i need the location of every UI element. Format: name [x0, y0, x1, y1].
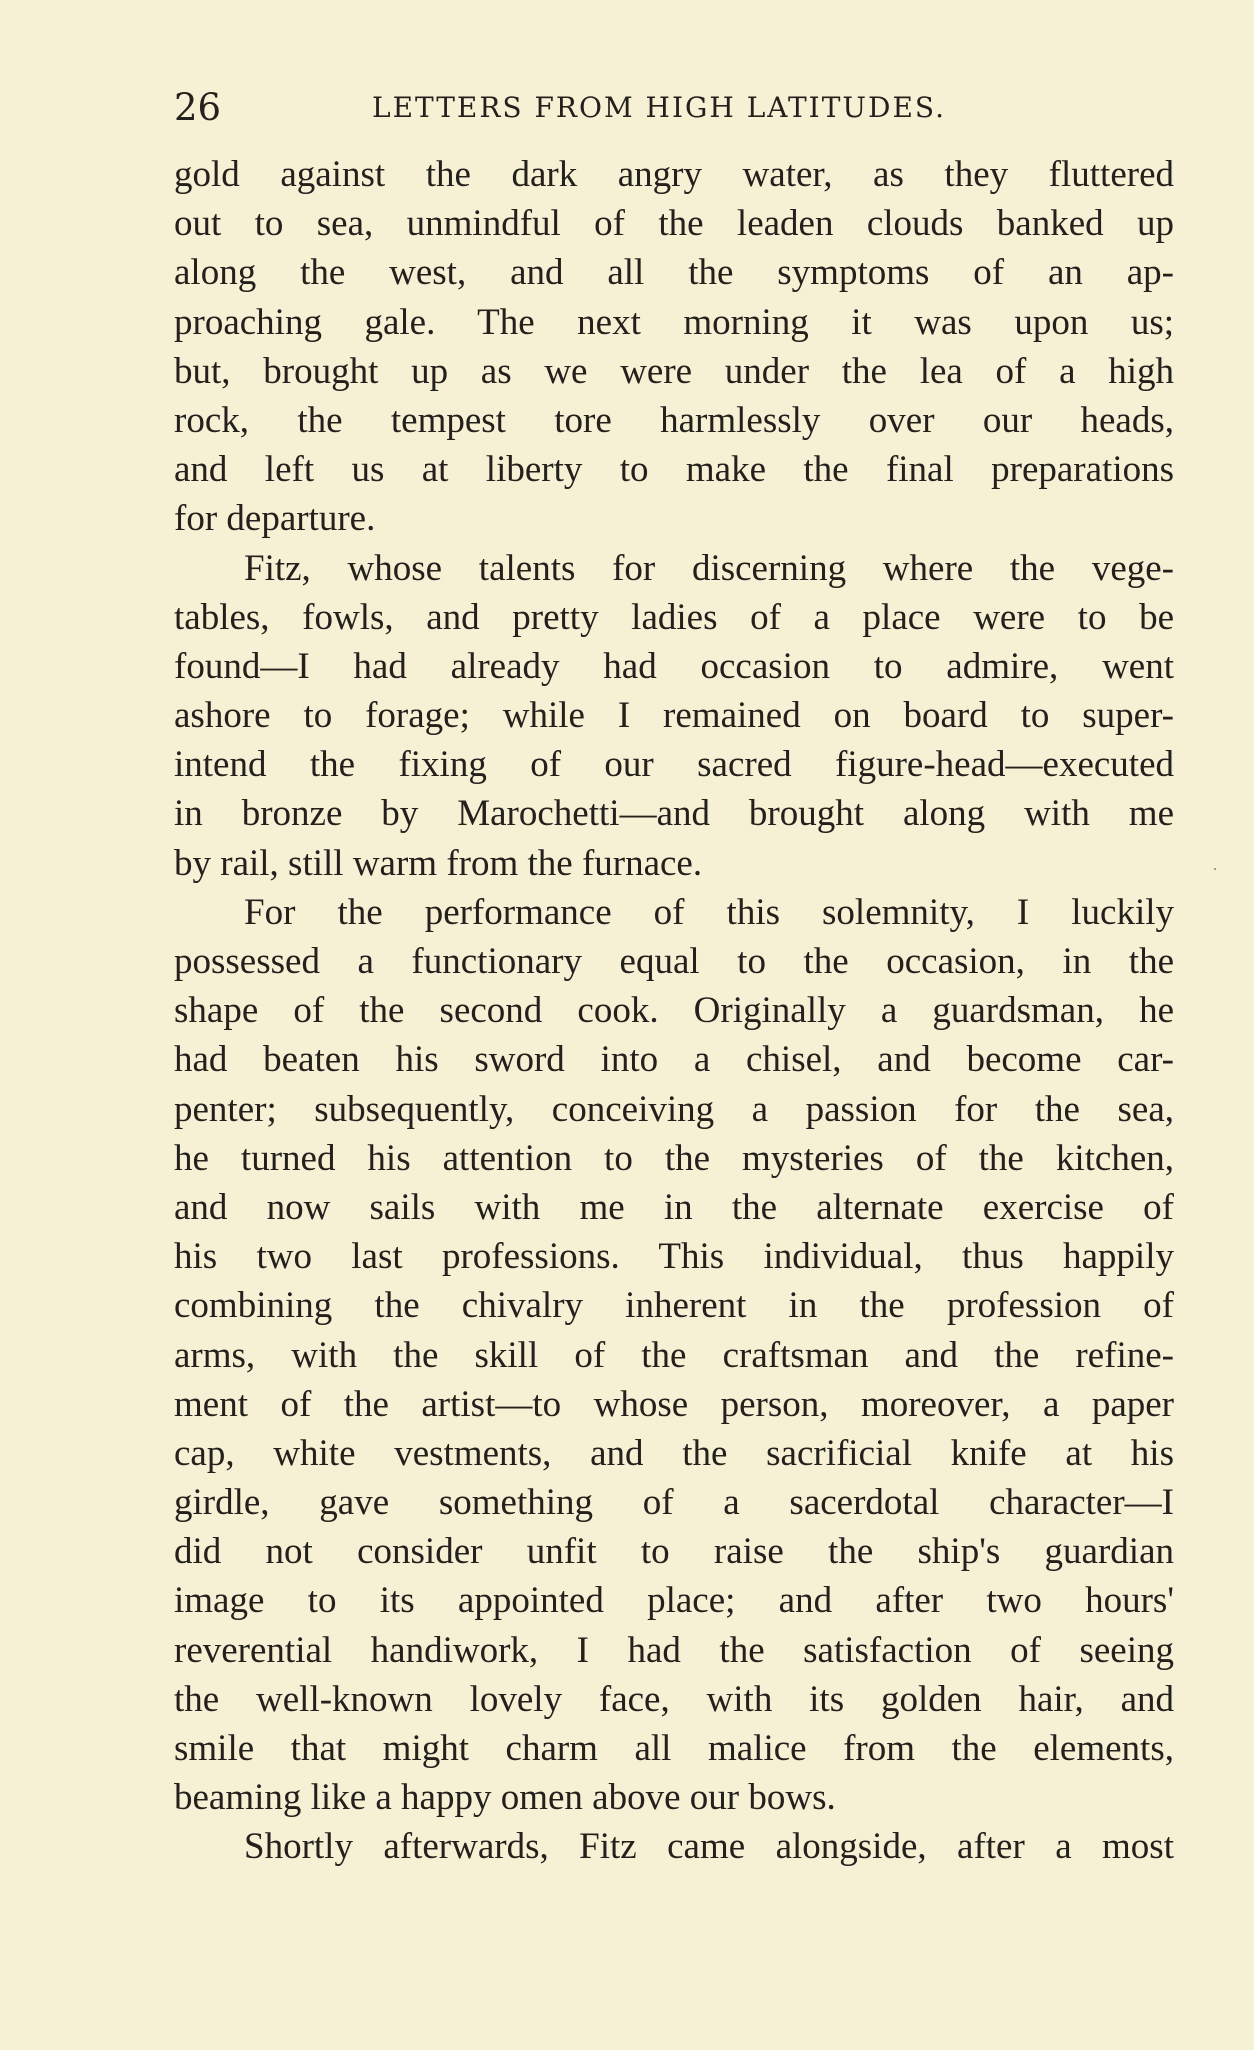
text-line: proaching gale. The next morning it was upon us;	[174, 301, 1174, 343]
running-title: LETTERS FROM HIGH LATITUDES.	[372, 91, 946, 124]
text-line: intend the fixing of our sacred figure-head—executed	[174, 744, 1174, 786]
paragraph-start-line: Shortly afterwards, Fitz came alongside, after a most	[244, 1826, 1174, 1868]
text-line: girdle, gave something of a sacerdotal character—I	[174, 1482, 1174, 1524]
paragraph-start-line: For the performance of this solemnity, I luckily	[244, 891, 1174, 933]
text-line: in bronze by Marochetti—and brought along with me	[174, 793, 1174, 835]
text-line: his two last professions. This individual, thus happily	[174, 1236, 1174, 1278]
text-line: the well-known lovely face, with its golden hair, and	[174, 1678, 1174, 1720]
text-line: tables, fowls, and pretty ladies of a place were to be	[174, 596, 1174, 638]
text-line: did not consider unfit to raise the ship's guardian	[174, 1531, 1174, 1573]
text-line: ment of the artist—to whose person, moreover, a paper	[174, 1383, 1174, 1425]
text-line: penter; subsequently, conceiving a passion for the sea,	[174, 1088, 1174, 1130]
text-line: shape of the second cook. Originally a guardsman, he	[174, 990, 1174, 1032]
paper-speck	[1214, 868, 1216, 870]
text-line: and left us at liberty to make the final preparations	[174, 449, 1174, 491]
body-text	[174, 150, 1174, 1872]
text-line: by rail, still warm from the furnace.	[174, 842, 703, 884]
text-line: arms, with the skill of the craftsman and the refine-	[174, 1334, 1174, 1376]
text-line: for departure.	[174, 498, 376, 540]
text-line: found—I had already had occasion to admire, went	[174, 645, 1174, 687]
text-line: he turned his attention to the mysteries of the kitchen,	[174, 1137, 1174, 1179]
text-line: and now sails with me in the alternate exercise of	[174, 1186, 1174, 1228]
text-line: rock, the tempest tore harmlessly over our heads,	[174, 399, 1174, 441]
text-line: gold against the dark angry water, as they fluttered	[174, 154, 1174, 195]
text-line: along the west, and all the symptoms of an ap-	[174, 252, 1174, 294]
text-line: combining the chivalry inherent in the profession of	[174, 1285, 1174, 1327]
text-line: ashore to forage; while I remained on board to super-	[174, 695, 1174, 737]
page-number: 26	[174, 86, 222, 129]
page-header	[174, 78, 1174, 138]
text-line: possessed a functionary equal to the occasion, in the	[174, 941, 1174, 982]
paragraph-start-line: Fitz, whose talents for discerning where the vege-	[244, 547, 1174, 589]
text-line: out to sea, unmindful of the leaden clouds banked up	[174, 203, 1174, 245]
text-line: but, brought up as we were under the lea of a high	[174, 350, 1174, 392]
text-line: had beaten his sword into a chisel, and become car-	[174, 1039, 1174, 1081]
text-line: cap, white vestments, and the sacrificial knife at his	[174, 1432, 1174, 1474]
text-line: beaming like a happy omen above our bows.	[174, 1777, 836, 1819]
text-line: image to its appointed place; and after two hours'	[174, 1580, 1174, 1622]
text-line: reverential handiwork, I had the satisfaction of seeing	[174, 1629, 1174, 1671]
text-line: smile that might charm all malice from the elements,	[174, 1728, 1174, 1769]
